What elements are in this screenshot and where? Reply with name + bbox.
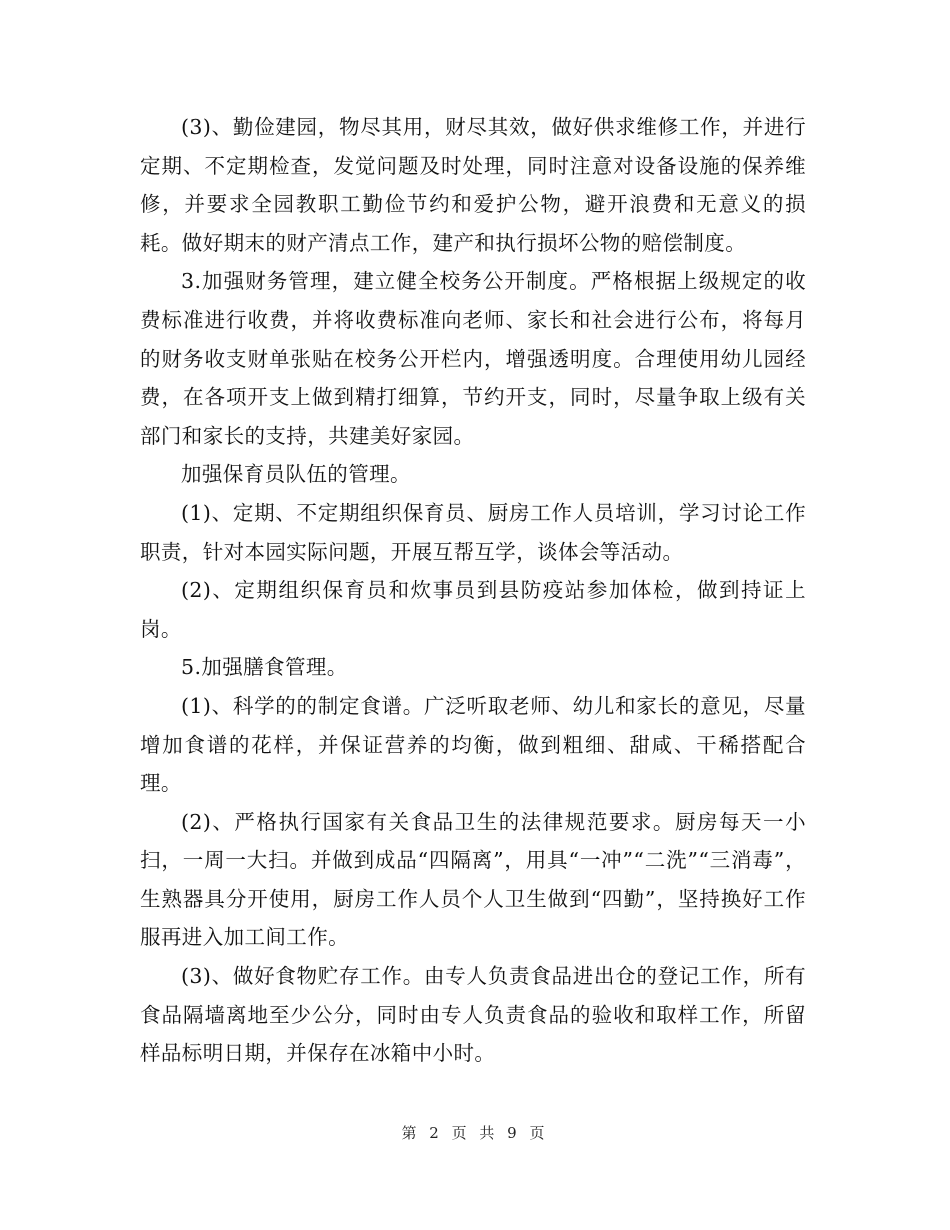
paragraph-equipment-maintenance: (3)、勤俭建园，物尽其用，财尽其效，做好供求维修工作，并进行定期、不定期检查，发觉问题及时处理，同时注意对设备设施的保养维修，并要求全园教职工勤俭节约和爱护公物，避开浪费和无意义的损耗。做好期末的财产清点工作，建产和执行损坏公物的赔偿制度。: [140, 115, 806, 255]
paragraph-meal-heading: 5.加强膳食管理。: [181, 655, 348, 680]
page-number-footer: 第 2 页 共 9 页: [401, 1124, 549, 1142]
paragraph-staff-heading: 加强保育员队伍的管理。: [181, 462, 411, 487]
document-body: [140, 108, 806, 1073]
paragraph-finance-management: 3.加强财务管理，建立健全校务公开制度。严格根据上级规定的收费标准进行收费，并将收费标准向老师、家长和社会进行公布，将每月的财务收支财单张贴在校务公开栏内，增强透明度。合理使用幼儿园经费，在各项开支上做到精打细算，节约开支，同时，尽量争取上级有关部门和家长的支持，共建美好家园。: [140, 269, 806, 448]
paragraph-menu-planning: (1)、科学的的制定食谱。广泛听取老师、幼儿和家长的意见，尽量增加食谱的花样，并保证营养的均衡，做到粗细、甜咸、干稀搭配合理。: [140, 693, 806, 796]
paragraph-staff-training: (1)、定期、不定期组织保育员、厨房工作人员培训，学习讨论工作职责，针对本园实际问题，开展互帮互学，谈体会等活动。: [140, 500, 806, 564]
paragraph-food-storage: (3)、做好食物贮存工作。由专人负责食品进出仓的登记工作，所有食品隔墙离地至少公分，同时由专人负责食品的验收和取样工作，所留样品标明日期，并保存在冰箱中小时。: [140, 964, 806, 1066]
paragraph-food-hygiene: (2)、严格执行国家有关食品卫生的法律规范要求。厨房每天一小扫，一周一大扫。并做到成品“四隔离”，用具“一冲”“二洗”“三消毒”，生熟器具分开使用，厨房工作人员个人卫生做到“四勤”，坚持换好工作服再进入加工间工作。: [140, 809, 806, 950]
paragraph-staff-health-check: (2)、定期组织保育员和炊事员到县防疫站参加体检，做到持证上岗。: [140, 578, 806, 641]
